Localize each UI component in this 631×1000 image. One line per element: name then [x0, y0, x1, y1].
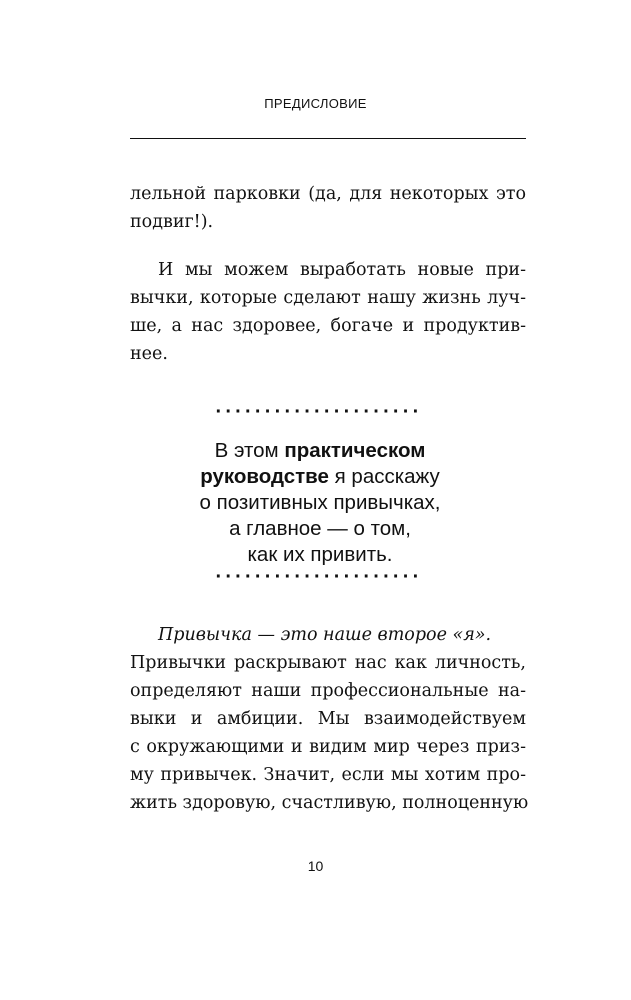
- text-line: ше, а нас здоровее, богаче и продуктив-: [130, 316, 526, 336]
- text-line: вычки, которые сделают нашу жизнь луч-: [130, 288, 526, 308]
- text-line: с окружающими и видим мир через приз-: [130, 737, 526, 757]
- text-line: подвиг!).: [130, 212, 214, 232]
- text-line: Привычки раскрывают нас как личность,: [130, 653, 526, 673]
- paragraph-new-habits: [130, 256, 526, 368]
- callout-text: В этом: [214, 439, 285, 462]
- callout-line: о позитивных привычках,: [199, 491, 441, 514]
- header-rule: [130, 138, 526, 139]
- callout-line: [150, 438, 490, 464]
- callout-line: как их привить.: [247, 543, 393, 566]
- italic-opening-line: Привычка — это наше второе «я».: [158, 625, 492, 645]
- callout-dots-top: ·····················: [215, 402, 423, 422]
- text-line: определяют наши профессиональные на-: [130, 681, 526, 701]
- paragraph-habit-definition: [130, 621, 529, 817]
- callout-text: я расскажу: [328, 465, 440, 488]
- callout-bold-text: практическом: [284, 439, 426, 462]
- callout-dots-bottom: ·····················: [215, 567, 423, 587]
- callout-bold-text: руководстве: [200, 465, 329, 488]
- running-header: ПРЕДИСЛОВИЕ: [264, 96, 367, 111]
- text-line: му привычек. Значит, если мы хотим про-: [130, 765, 526, 785]
- text-line: выки и амбиции. Мы взаимодействуем: [130, 709, 526, 729]
- page-number: 10: [307, 858, 324, 874]
- paragraph-continuation: [130, 180, 526, 236]
- text-line: И мы можем выработать новые при-: [158, 260, 526, 280]
- callout-line: [150, 464, 490, 490]
- text-line: жить здоровую, счастливую, полноценную: [130, 793, 529, 813]
- callout-box: [150, 438, 490, 568]
- callout-line: а главное — о том,: [229, 517, 411, 540]
- text-line: нее.: [130, 344, 168, 364]
- text-line: лельной парковки (да, для некоторых это: [130, 184, 526, 204]
